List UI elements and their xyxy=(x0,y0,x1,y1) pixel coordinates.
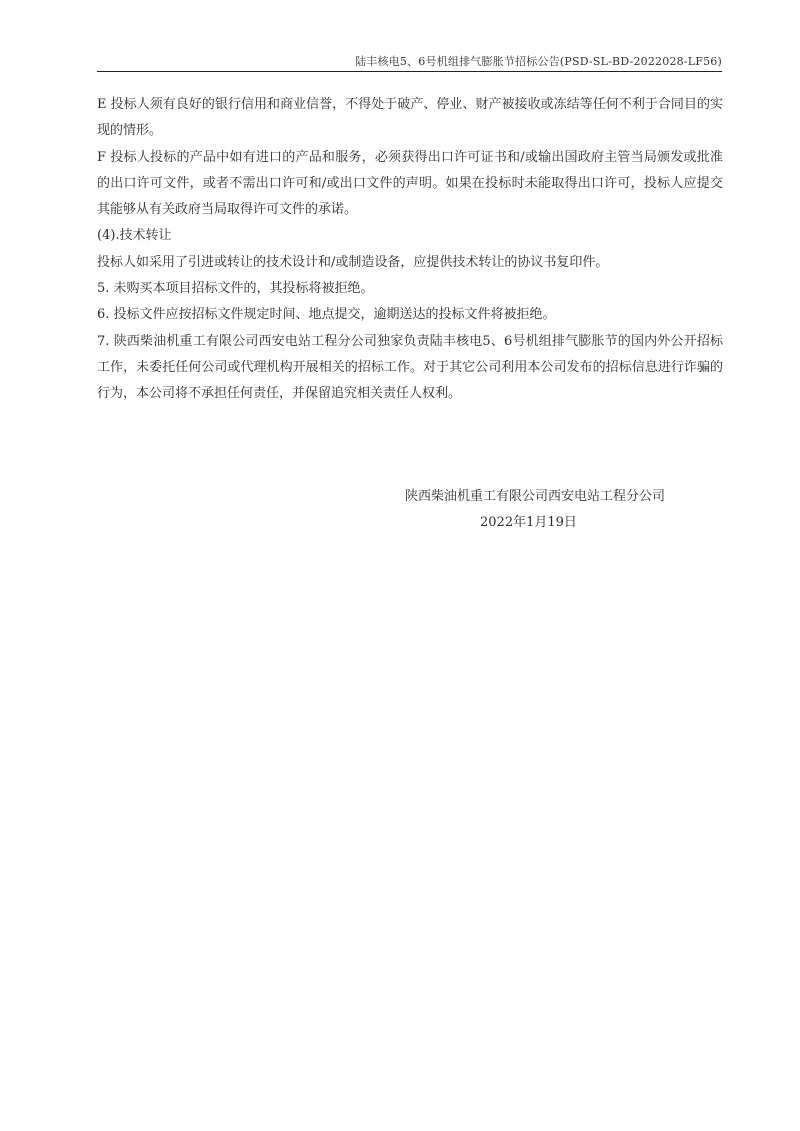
signature-date: 2022年1月19日 xyxy=(480,515,577,530)
signature-company: 陕西柴油机重工有限公司西安电站工程分公司 xyxy=(405,489,666,504)
paragraph-e: E 投标人须有良好的银行信用和商业信誉，不得处于破产、停业、财产被接收或冻结等任何不利于合同目的实现的情形。 xyxy=(97,97,723,139)
signature-block xyxy=(405,484,695,536)
paragraph-item-7: 7. 陕西柴油机重工有限公司西安电站工程分公司独家负责陆丰核电5、6号机组排气膨胀节的国内外公开招标工作，未委托任何公司或代理机构开展相关的招标工作。对于其它公司利用本公司发布的招标信息进行诈骗的行为，本公司将不承担任何责任，并保留追究相关责任人权利。 xyxy=(97,333,723,402)
header-divider xyxy=(97,71,722,72)
section-heading-tech-transfer: (4).技术转让 xyxy=(97,228,172,244)
paragraph-item-6: 6. 投标文件应按招标文件规定时间、地点提交，逾期送达的投标文件将被拒绝。 xyxy=(97,307,556,323)
running-header: 陆丰核电5、6号机组排气膨胀节招标公告(PSD-SL-BD-2022028-LF56) xyxy=(355,55,722,68)
document-body xyxy=(97,92,723,408)
paragraph-f: F 投标人投标的产品中如有进口的产品和服务，必须获得出口许可证书和/或输出国政府主管当局颁发或批准的出口许可文件，或者不需出口许可和/或出口文件的声明。如果在投标时未能取得出口许可，投标人应提交其能够从有关政府当局取得许可文件的承诺。 xyxy=(97,149,723,218)
paragraph-tech-transfer: 投标人如采用了引进或转让的技术设计和/或制造设备，应提供技术转让的协议书复印件。 xyxy=(97,254,609,270)
paragraph-item-5: 5. 未购买本项目招标文件的，其投标将被拒绝。 xyxy=(97,281,374,297)
